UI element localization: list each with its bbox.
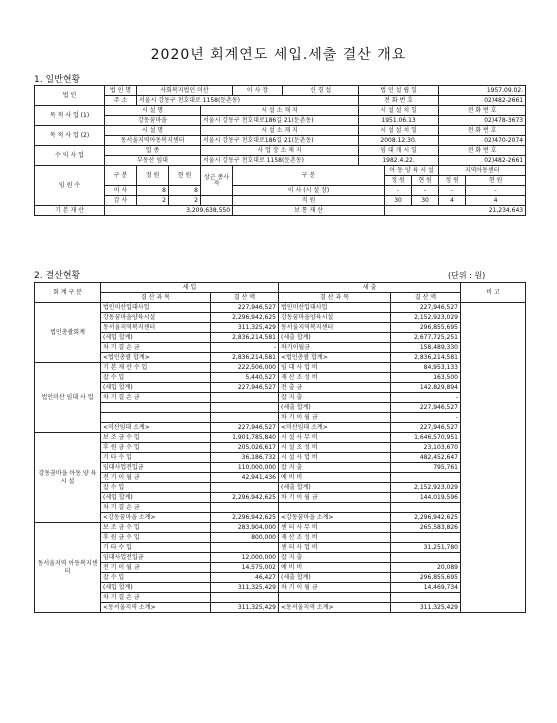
fin-rev-item: 기 본 재 산 수 입 — [101, 363, 211, 373]
biz1-fac: 강동꿈마을 — [105, 116, 201, 126]
table-row — [35, 493, 526, 503]
fin-rev-amt: 205,026,617 — [211, 443, 279, 453]
rev-loc-label: 사 업 장 소 재 지 — [201, 146, 359, 156]
fin-exp-item: 예 비 비 — [279, 563, 391, 573]
fin-exp-amt — [391, 553, 461, 563]
fin-exp-item: 센 터 사 업 비 — [279, 543, 391, 553]
biz2-date-label: 시 설 설 치 일 — [359, 126, 439, 136]
fin-rev-amt: 46,427 — [211, 573, 279, 583]
d4: - — [466, 186, 526, 196]
rev-type: 부동산 임대 — [105, 156, 201, 166]
table-row — [35, 563, 526, 573]
corp-name-label: 법 인 명 — [105, 86, 137, 96]
biz1-tel: 02)478-3673 — [439, 116, 526, 126]
table-row — [35, 363, 526, 373]
fin-exp-item: 잡 지 출 — [279, 463, 391, 473]
corp-est: 1957.09.02. — [439, 86, 526, 96]
fin-rev-item: (세입 합계) — [101, 493, 211, 503]
biz2-fac-label: 시 설 명 — [105, 126, 201, 136]
fin-rev-amt: 283,904,000 — [211, 523, 279, 533]
d1: - — [385, 186, 412, 196]
fin-exp-amt: 795,761 — [391, 463, 461, 473]
fin-exp-amt: 142,829,894 — [391, 383, 461, 393]
fin-rev-amt — [211, 593, 279, 603]
fin-rev-item: 강동꿈마을양육시설 — [101, 313, 211, 323]
fin-exp-amt: 84,953,133 — [391, 363, 461, 373]
biz1-fac-label: 시 설 명 — [105, 106, 201, 116]
rev-tel: 02)482-2661 — [439, 156, 526, 166]
fin-exp-item: 시 설 사 무 비 — [279, 433, 391, 443]
fin-exp-amt: 227,946,527 — [391, 403, 461, 413]
fin-exp-amt: 296,855,695 — [391, 573, 461, 583]
fin-rev-item: 기 타 수 입 — [101, 543, 211, 553]
rev-date-label: 임 대 개 시 일 — [359, 146, 439, 156]
e4: 4 — [466, 196, 526, 206]
fin-exp-amt: - — [391, 393, 461, 403]
child-facility-header: 아 동 양 육 시 설 — [385, 166, 439, 176]
fin-rev-item: (세입 합계) — [101, 583, 211, 593]
q2-label: 정 원 — [385, 176, 412, 186]
corp-tel-label: 전 화 번 호 — [359, 96, 439, 106]
e2: 30 — [412, 196, 439, 206]
fin-exp-item: 동서울지역복지센터 — [279, 323, 391, 333]
e1: 30 — [385, 196, 412, 206]
table-row — [35, 593, 526, 603]
auditor-label: 감 사 — [105, 196, 137, 206]
fin-rev-amt: 2,296,942,625 — [211, 513, 279, 523]
base-fund-label: 기 본 재 산 — [35, 206, 105, 216]
biz2-fac: 동서울지역아동복지센터 — [105, 136, 201, 146]
officers-label: 임 원 수 — [35, 166, 105, 206]
director-head-label: 이 사 (시 설 장) — [233, 186, 385, 196]
base-fund: 3,209,638,550 — [105, 206, 233, 216]
fin-exp-item: (세출 합계) — [279, 573, 391, 583]
biz1-loc: 서울시 강동구 천호대로186길 21(둔촌동) — [201, 116, 359, 126]
fin-rev-item: 임대사업전입금 — [101, 553, 211, 563]
fin-exp-item: 재 산 조 성 비 — [279, 373, 391, 383]
auditor-current: 2 — [169, 196, 201, 206]
fin-group-label: 법인미산 임대 사 업 — [35, 363, 101, 433]
rev-label: 수 익 사 업 — [35, 146, 105, 166]
fin-rev-item: (세입 합계) — [101, 333, 211, 343]
table-row — [35, 373, 526, 383]
fin-rev-item: 차 기 결 손 금 — [101, 343, 211, 353]
fin-rev-item: <법인총괄 합계> — [101, 353, 211, 363]
table-row — [35, 423, 526, 433]
fin-exp-amt: 20,089 — [391, 563, 461, 573]
officers-current-label: 현 원 — [169, 166, 201, 186]
rev-loc: 서울시 강동구 천호대로 1158(둔촌동) — [201, 156, 359, 166]
fin-exp-amt: 14,469,734 — [391, 583, 461, 593]
biz2-date: 2008.12.30. — [359, 136, 439, 146]
fin-exp-item-header: 결 산 과 목 — [279, 293, 391, 303]
biz1-date-label: 시 설 설 치 일 — [359, 106, 439, 116]
settlement-body — [35, 303, 526, 613]
general-status-table — [34, 85, 526, 216]
rev-type-label: 업 종 — [105, 146, 201, 156]
fin-exp-header: 세 출 — [279, 283, 461, 293]
fin-rev-amt: - — [211, 343, 279, 353]
fin-rev-amt: 5,440,527 — [211, 373, 279, 383]
biz1-tel-label: 전 화 번 호 — [439, 106, 526, 116]
fin-rev-amt: 227,946,527 — [211, 303, 279, 313]
fin-exp-amt: 2,152,923,029 — [391, 313, 461, 323]
rev-tel-label: 전 화 번 호 — [439, 146, 526, 156]
fin-exp-item: 차기이월금 — [279, 343, 391, 353]
table-row — [35, 513, 526, 523]
fin-exp-item: 강동꿈마을양육시설 — [279, 313, 391, 323]
fin-rev-amt: 2,296,942,625 — [211, 313, 279, 323]
table-row — [35, 393, 526, 403]
fin-exp-amt: 31,251,780 — [391, 543, 461, 553]
biz1-label: 목 적 사 업 (1) — [35, 106, 105, 126]
staff-class-label: 구 분 — [233, 166, 385, 186]
biz1-date: 1951.06.13 — [359, 116, 439, 126]
fin-rev-header: 세 입 — [101, 283, 279, 293]
table-row — [35, 443, 526, 453]
table-row — [35, 383, 526, 393]
table-row — [35, 523, 526, 533]
normal-fund-label: 보 통 재 산 — [233, 206, 385, 216]
fin-note — [461, 303, 526, 613]
fin-rev-amt: 110,000,000 — [211, 463, 279, 473]
table-row — [35, 603, 526, 613]
fin-rev-amt: 222,506,000 — [211, 363, 279, 373]
biz2-loc-label: 시 설 소 재 지 — [201, 126, 359, 136]
q3-label: 정 원 — [439, 176, 466, 186]
fin-exp-item: <미산임대 소계> — [279, 423, 391, 433]
fin-rev-amt — [211, 403, 279, 413]
fin-exp-item: 잡 지 출 — [279, 553, 391, 563]
fin-exp-amt: 227,946,527 — [391, 423, 461, 433]
table-row — [35, 313, 526, 323]
fin-exp-item: 시 설 사 업 비 — [279, 453, 391, 463]
table-row — [35, 323, 526, 333]
fin-exp-amt: 296,855,695 — [391, 323, 461, 333]
officers-class-label: 구 분 — [105, 166, 137, 186]
table-row — [35, 553, 526, 563]
fin-exp-amt: 2,836,214,581 — [391, 353, 461, 363]
fin-rev-item: 잡 수 입 — [101, 573, 211, 583]
officers-quota-label: 정 원 — [137, 166, 169, 186]
table-row — [35, 543, 526, 553]
fin-rev-amt: 311,325,429 — [211, 603, 279, 613]
biz2-label: 목 적 사 업 (2) — [35, 126, 105, 146]
child-center-header: 지역아동센터 — [439, 166, 526, 176]
fin-rev-amt: 2,296,942,625 — [211, 493, 279, 503]
corp-rep-label: 이 사 장 — [233, 86, 283, 96]
fin-rev-amt: 12,000,000 — [211, 553, 279, 563]
fin-rev-item: <동서울지역 소계> — [101, 603, 211, 613]
fin-exp-amt: 158,489,330 — [391, 343, 461, 353]
table-row — [35, 413, 526, 423]
fin-rev-amt — [211, 543, 279, 553]
fin-rev-item: 법인미산입대사업 — [101, 303, 211, 313]
fin-rev-item: 보 조 금 수 입 — [101, 433, 211, 443]
auditor-quota: 2 — [137, 196, 169, 206]
fin-exp-item: 법인미산입대사업 — [279, 303, 391, 313]
page-title: 2020년 회계연도 세입.세출 결산 개요 — [150, 47, 407, 63]
corp-label: 법 인 — [35, 86, 105, 106]
e3: 4 — [439, 196, 466, 206]
fin-exp-item: <동서울지역 소계> — [279, 603, 391, 613]
fin-exp-amt: 23,103,670 — [391, 443, 461, 453]
fin-rev-item: 동서울지역복지센터 — [101, 323, 211, 333]
fin-class-header: 회 계 구 분 — [35, 283, 101, 303]
fin-rev-item: 차 기 결 손 금 — [101, 503, 211, 513]
fin-rev-item: 기 타 수 입 — [101, 453, 211, 463]
fin-exp-item — [279, 593, 391, 603]
director-label: 이 사 — [105, 186, 137, 196]
fin-rev-amt — [211, 393, 279, 403]
fin-rev-amt: 14,575,002 — [211, 563, 279, 573]
fin-exp-amt: 144,019,596 — [391, 493, 461, 503]
fin-rev-item: <강동꿈마을 소계> — [101, 513, 211, 523]
fin-rev-item: 전 기 이 월 금 — [101, 563, 211, 573]
table-row — [35, 463, 526, 473]
table-row — [35, 343, 526, 353]
employee-label: 직 원 — [233, 196, 385, 206]
settlement-table — [34, 282, 526, 613]
fin-exp-amt-header: 결 산 액 — [391, 293, 461, 303]
staff-label: 상근 종사자 — [201, 166, 233, 196]
c2-label: 현 원 — [412, 176, 439, 186]
fin-rev-item: (세입 합계) — [101, 383, 211, 393]
table-row — [35, 453, 526, 463]
corp-tel: 02)482-2661 — [439, 96, 526, 106]
fin-note-header: 비 고 — [461, 283, 526, 303]
rev-date: 1982.4.22. — [359, 156, 439, 166]
fin-rev-item: 차 기 결 손 금 — [101, 393, 211, 403]
corp-est-label: 법 인 설 립 일 — [359, 86, 439, 96]
fin-exp-amt: 2,152,923,029 — [391, 483, 461, 493]
fin-exp-item — [279, 503, 391, 513]
fin-rev-item: 보 조 금 수 입 — [101, 523, 211, 533]
fin-exp-item: 잡 지 출 — [279, 393, 391, 403]
fin-exp-item: 차 기 이 월 금 — [279, 493, 391, 503]
fin-rev-amt: 2,836,214,581 — [211, 353, 279, 363]
fin-exp-amt: 265,583,826 — [391, 523, 461, 533]
fin-rev-amt — [211, 503, 279, 513]
fin-exp-item: 차 기 이 월 금 — [279, 413, 391, 423]
fin-group-label: 강동꿈마을 아동 양 육 시 설 — [35, 433, 101, 523]
table-row — [35, 503, 526, 513]
fin-rev-item: 전 기 이 월 금 — [101, 473, 211, 483]
fin-exp-amt: - — [391, 413, 461, 423]
fin-exp-amt: 163,500 — [391, 373, 461, 383]
c3-label: 현 원 — [466, 176, 526, 186]
fin-exp-item: 시 설 조 성 비 — [279, 443, 391, 453]
fin-exp-amt: 227,946,527 — [391, 303, 461, 313]
fin-rev-item — [101, 403, 211, 413]
fin-exp-amt: 311,325,429 — [391, 603, 461, 613]
table-row — [35, 483, 526, 493]
table-row — [35, 333, 526, 343]
fin-exp-item: 센 터 사 무 비 — [279, 523, 391, 533]
fin-group-label: 법인총괄회계 — [35, 303, 101, 363]
director-quota: 8 — [137, 186, 169, 196]
biz1-loc-label: 시 설 소 재 지 — [201, 106, 359, 116]
fin-exp-item: (세출 합계) — [279, 333, 391, 343]
fin-exp-item: 재 산 조 성 비 — [279, 533, 391, 543]
fin-exp-amt — [391, 473, 461, 483]
table-row — [35, 353, 526, 363]
fin-rev-item: 임대사업전입금 — [101, 463, 211, 473]
director-current: 8 — [169, 186, 201, 196]
table-row — [35, 583, 526, 593]
normal-fund: 21,234,643 — [385, 206, 526, 216]
fin-rev-amt: 36,186,732 — [211, 453, 279, 463]
fin-rev-amt: 227,946,527 — [211, 423, 279, 433]
fin-exp-item: 임 대 사 업 비 — [279, 363, 391, 373]
fin-group-label: 동서울지역 아동복지센터 — [35, 523, 101, 613]
fin-rev-amt: 227,946,527 — [211, 383, 279, 393]
corp-name: 사회복지법인 미산 — [137, 86, 233, 96]
fin-rev-amt: 311,325,429 — [211, 583, 279, 593]
table-row — [35, 403, 526, 413]
fin-rev-item: 후 원 금 수 입 — [101, 443, 211, 453]
d3: - — [439, 186, 466, 196]
fin-exp-amt: 1,646,570,951 — [391, 433, 461, 443]
table-row — [35, 473, 526, 483]
table-row — [35, 433, 526, 443]
fin-exp-amt — [391, 533, 461, 543]
spacer — [201, 196, 233, 206]
fin-rev-amt: 2,836,214,581 — [211, 333, 279, 343]
biz2-loc: 서울시 강동구 천호대로186길 21(둔촌동) — [201, 136, 359, 146]
fin-rev-amt — [211, 413, 279, 423]
fin-exp-item: <법인총괄 합계> — [279, 353, 391, 363]
fin-rev-item-header: 결 산 과 목 — [101, 293, 211, 303]
fin-exp-item: 예 비 비 — [279, 473, 391, 483]
fin-exp-item: (세출 합계) — [279, 403, 391, 413]
section-general-title: 1. 일반현황 — [34, 75, 81, 85]
fin-exp-amt: 482,452,647 — [391, 453, 461, 463]
fin-exp-item: (세출 합계) — [279, 483, 391, 493]
table-row — [35, 533, 526, 543]
fin-rev-amt: 1,901,785,840 — [211, 433, 279, 443]
fin-rev-item — [101, 413, 211, 423]
fin-rev-amt: 42,941,436 — [211, 473, 279, 483]
fin-rev-amt: 800,000 — [211, 533, 279, 543]
fin-rev-item: 잡 수 입 — [101, 373, 211, 383]
biz2-tel: 02)470-2074 — [439, 136, 526, 146]
biz2-tel-label: 전 화 번 호 — [439, 126, 526, 136]
corp-rep: 신 경 섭 — [283, 86, 359, 96]
fin-rev-item: 후 원 금 수 입 — [101, 533, 211, 543]
corp-addr: 서울시 강동구 천호대로 1158(둔촌동) — [137, 96, 359, 106]
fin-exp-item: 전 출 금 — [279, 383, 391, 393]
corp-addr-label: 주 소 — [105, 96, 137, 106]
unit-note: (단위 : 원) — [448, 271, 486, 280]
fin-exp-item: <강동꿈마을 소계> — [279, 513, 391, 523]
fin-rev-amt — [211, 483, 279, 493]
fin-exp-amt — [391, 593, 461, 603]
fin-rev-item: 차 기 결 손 금 — [101, 593, 211, 603]
table-row — [35, 303, 526, 313]
fin-exp-amt — [391, 503, 461, 513]
section-settlement-title: 2. 결산현황 — [34, 271, 81, 281]
fin-exp-amt: 2,296,942,625 — [391, 513, 461, 523]
fin-rev-item: 잡 수 입 — [101, 483, 211, 493]
fin-exp-item: 차 기 이 월 금 — [279, 583, 391, 593]
fin-rev-amt-header: 결 산 액 — [211, 293, 279, 303]
table-row — [35, 573, 526, 583]
d2: - — [412, 186, 439, 196]
fin-exp-amt: 2,677,725,251 — [391, 333, 461, 343]
fin-rev-amt: 311,325,429 — [211, 323, 279, 333]
fin-rev-item: <미산임대 소계> — [101, 423, 211, 433]
